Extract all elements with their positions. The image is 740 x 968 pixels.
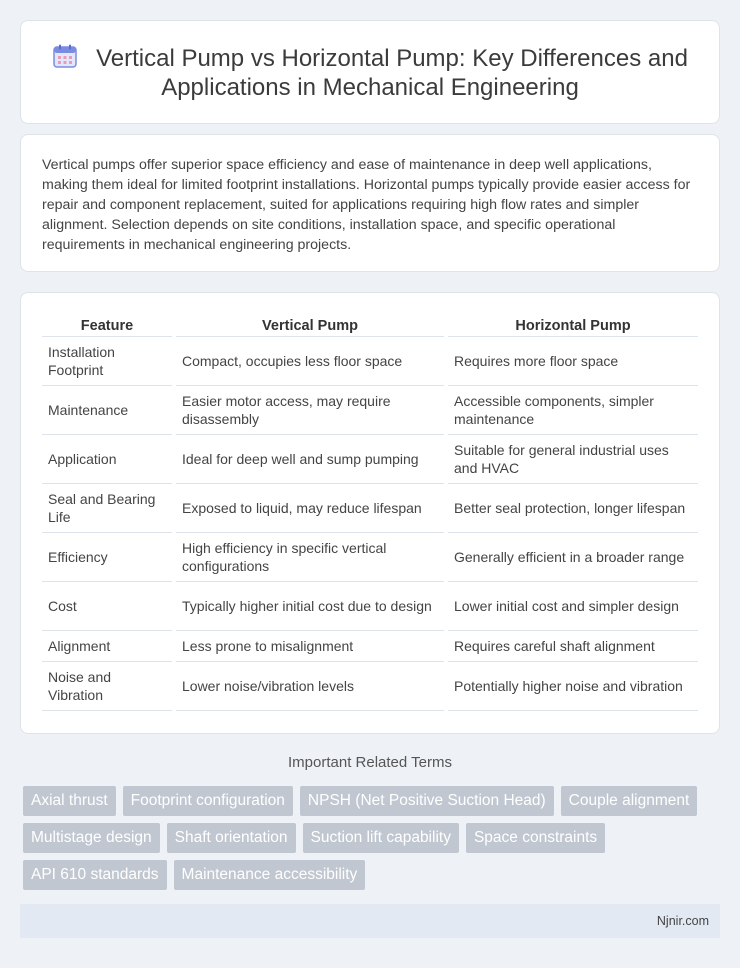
tag-npsh[interactable]: NPSH (Net Positive Suction Head) <box>300 786 554 816</box>
table-cell-vertical: High efficiency in specific vertical configurations <box>176 533 444 582</box>
comparison-table <box>38 315 702 711</box>
table-cell-feature: Noise and Vibration <box>42 662 172 711</box>
table-cell-feature: Efficiency <box>42 533 172 582</box>
summary-card <box>20 134 720 272</box>
table-cell-feature: Seal and Bearing Life <box>42 484 172 533</box>
related-terms-title: Important Related Terms <box>288 754 452 771</box>
table-cell-vertical: Easier motor access, may require disassembly <box>176 386 444 435</box>
column-header-feature: Feature <box>42 315 172 337</box>
table-cell-feature: Cost <box>42 582 172 631</box>
tag-maintenance-accessibility[interactable]: Maintenance accessibility <box>174 860 366 890</box>
table-cell-feature: Application <box>42 435 172 484</box>
table-cell-horizontal: Better seal protection, longer lifespan <box>448 484 698 533</box>
related-terms-tags <box>23 786 723 890</box>
comparison-table-card <box>20 292 720 734</box>
table-cell-feature: Alignment <box>42 631 172 662</box>
table-header-row <box>42 315 698 337</box>
footer <box>20 904 720 938</box>
table-row <box>42 484 698 533</box>
footer-site[interactable]: Njnir.com <box>656 914 709 928</box>
tag-axial-thrust[interactable]: Axial thrust <box>23 786 116 816</box>
tag-footprint-configuration[interactable]: Footprint configuration <box>123 786 293 816</box>
table-cell-horizontal: Requires more floor space <box>448 337 698 386</box>
table-row <box>42 386 698 435</box>
table-cell-horizontal: Requires careful shaft alignment <box>448 631 698 662</box>
column-header-vertical: Vertical Pump <box>176 315 444 337</box>
table-cell-vertical: Ideal for deep well and sump pumping <box>176 435 444 484</box>
table-row <box>42 631 698 662</box>
table-cell-feature: Maintenance <box>42 386 172 435</box>
table-cell-horizontal: Potentially higher noise and vibration <box>448 662 698 711</box>
page-title-text: Vertical Pump vs Horizontal Pump: Key Differences and Applications in Mechanical Engineering <box>96 44 688 101</box>
table-cell-horizontal: Suitable for general industrial uses and HVAC <box>448 435 698 484</box>
tag-api-610-standards[interactable]: API 610 standards <box>23 860 167 890</box>
summary-text: Vertical pumps offer superior space efficiency and ease of maintenance in deep well applications, making them ideal for limited footprint installations. Horizontal pumps typically provide easier access for repair and component replacement, suited for applications requiring high flow rates and simpler alignment. Selection depends on site conditions, installation space, and specific operational requirements in mechanical engineering projects. <box>42 157 691 253</box>
page-title <box>45 43 695 102</box>
table-cell-feature: Installation Footprint <box>42 337 172 386</box>
table-cell-vertical: Typically higher initial cost due to design <box>176 582 444 631</box>
tag-space-constraints[interactable]: Space constraints <box>466 823 605 853</box>
tag-couple-alignment[interactable]: Couple alignment <box>561 786 698 816</box>
table-row <box>42 662 698 711</box>
table-cell-vertical: Compact, occupies less floor space <box>176 337 444 386</box>
column-header-horizontal: Horizontal Pump <box>448 315 698 337</box>
table-cell-vertical: Exposed to liquid, may reduce lifespan <box>176 484 444 533</box>
table-cell-horizontal: Accessible components, simpler maintenance <box>448 386 698 435</box>
calendar-icon <box>52 43 78 69</box>
title-card <box>20 20 720 124</box>
tag-multistage-design[interactable]: Multistage design <box>23 823 160 853</box>
table-cell-vertical: Lower noise/vibration levels <box>176 662 444 711</box>
tag-suction-lift-capability[interactable]: Suction lift capability <box>303 823 459 853</box>
table-row <box>42 582 698 631</box>
table-cell-horizontal: Generally efficient in a broader range <box>448 533 698 582</box>
table-row <box>42 337 698 386</box>
table-row <box>42 533 698 582</box>
tag-shaft-orientation[interactable]: Shaft orientation <box>167 823 296 853</box>
table-row <box>42 435 698 484</box>
table-cell-horizontal: Lower initial cost and simpler design <box>448 582 698 631</box>
table-cell-vertical: Less prone to misalignment <box>176 631 444 662</box>
